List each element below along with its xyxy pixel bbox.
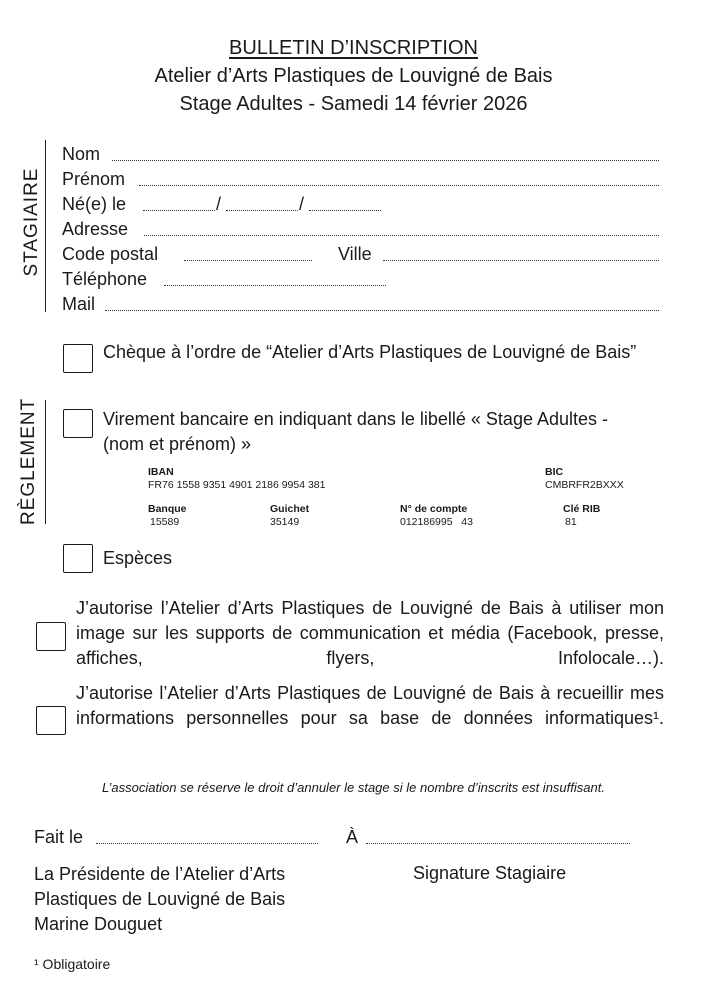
birth-day-field[interactable] xyxy=(143,210,215,211)
date-separator: / xyxy=(216,194,222,214)
signature-stagiaire-label: Signature Stagiaire xyxy=(413,863,567,883)
section-divider-stagiaire xyxy=(45,140,46,312)
nom-field[interactable] xyxy=(112,160,659,161)
section-divider-reglement xyxy=(45,400,46,524)
code-postal-label: Code postal xyxy=(62,244,159,264)
date-separator: / xyxy=(299,194,305,214)
footnote: ¹ Obligatoire xyxy=(34,956,111,972)
guichet-label: Guichet xyxy=(270,503,310,515)
especes-checkbox[interactable] xyxy=(63,544,93,573)
compte-value: 012186995 43 xyxy=(400,516,473,528)
presidente-line-2: Plastiques de Louvigné de Bais xyxy=(34,889,286,909)
virement-option-label: Virement bancaire en indiquant dans le libellé « Stage Adultes - (nom et prénom) » xyxy=(103,409,609,454)
prenom-label: Prénom xyxy=(62,169,126,189)
mail-field[interactable] xyxy=(105,310,659,311)
section-label-reglement: RÈGLEMENT xyxy=(18,397,39,525)
cheque-option-label: Chèque à l’ordre de “Atelier d’Arts Plastiques de Louvigné de Bais” xyxy=(103,342,637,362)
fait-le-field[interactable] xyxy=(96,843,318,844)
ville-field[interactable] xyxy=(383,260,659,261)
banque-label: Banque xyxy=(148,503,187,515)
banque-value: 15589 xyxy=(150,516,180,528)
adresse-label: Adresse xyxy=(62,219,129,239)
bic-label: BIC xyxy=(545,466,564,478)
ville-label: Ville xyxy=(338,244,372,264)
cheque-checkbox[interactable] xyxy=(63,344,93,373)
especes-option-label: Espèces xyxy=(103,548,173,568)
prenom-field[interactable] xyxy=(139,185,659,186)
iban-label: IBAN xyxy=(148,466,174,478)
section-label-stagiaire: STAGIAIRE xyxy=(21,167,42,277)
bic-value: CMBRFR2BXXX xyxy=(545,479,624,491)
code-postal-field[interactable] xyxy=(184,260,312,261)
virement-checkbox[interactable] xyxy=(63,409,93,438)
mail-label: Mail xyxy=(62,294,96,314)
telephone-field[interactable] xyxy=(164,285,386,286)
annulation-note: L’association se réserve le droit d’annuler le stage si le nombre d’inscrits est insuffisant. xyxy=(102,780,605,795)
lieu-field[interactable] xyxy=(366,843,630,844)
autorisation-image-checkbox[interactable] xyxy=(36,622,66,651)
presidente-line-1: La Présidente de l’Atelier d’Arts xyxy=(34,864,286,884)
birth-month-field[interactable] xyxy=(226,210,298,211)
presidente-block xyxy=(34,862,285,937)
telephone-label: Téléphone xyxy=(62,269,148,289)
nom-label: Nom xyxy=(62,144,101,164)
autorisation-donnees-checkbox[interactable] xyxy=(36,706,66,735)
compte-label: N° de compte xyxy=(400,503,468,515)
stage-date: Stage Adultes - Samedi 14 février 2026 xyxy=(179,93,528,115)
iban-value: FR76 1558 9351 4901 2186 9954 381 xyxy=(148,479,326,491)
presidente-name: Marine Douguet xyxy=(34,914,163,934)
autorisation-donnees-text: J’autorise l’Atelier d’Arts Plastiques de Louvigné de Bais à recueillir mes informations personnelles pour sa base de données informatiques¹. xyxy=(76,683,664,728)
guichet-value: 35149 xyxy=(270,516,300,528)
lieu-label: À xyxy=(346,827,359,847)
form-title: BULLETIN D’INSCRIPTION xyxy=(229,37,478,59)
birth-year-field[interactable] xyxy=(309,210,381,211)
cle-rib-value: 81 xyxy=(565,516,577,528)
form-header xyxy=(0,34,707,118)
naissance-label: Né(e) le xyxy=(62,194,127,214)
association-name: Atelier d’Arts Plastiques de Louvigné de Bais xyxy=(154,65,553,87)
fait-le-label: Fait le xyxy=(34,827,84,847)
cle-rib-label: Clé RIB xyxy=(563,503,601,515)
adresse-field[interactable] xyxy=(144,235,659,236)
autorisation-image-text: J’autorise l’Atelier d’Arts Plastiques de Louvigné de Bais à utiliser mon image sur les supports de communication et média (Facebook, presse, affiches, flyers, Infolocale…). xyxy=(76,598,664,668)
